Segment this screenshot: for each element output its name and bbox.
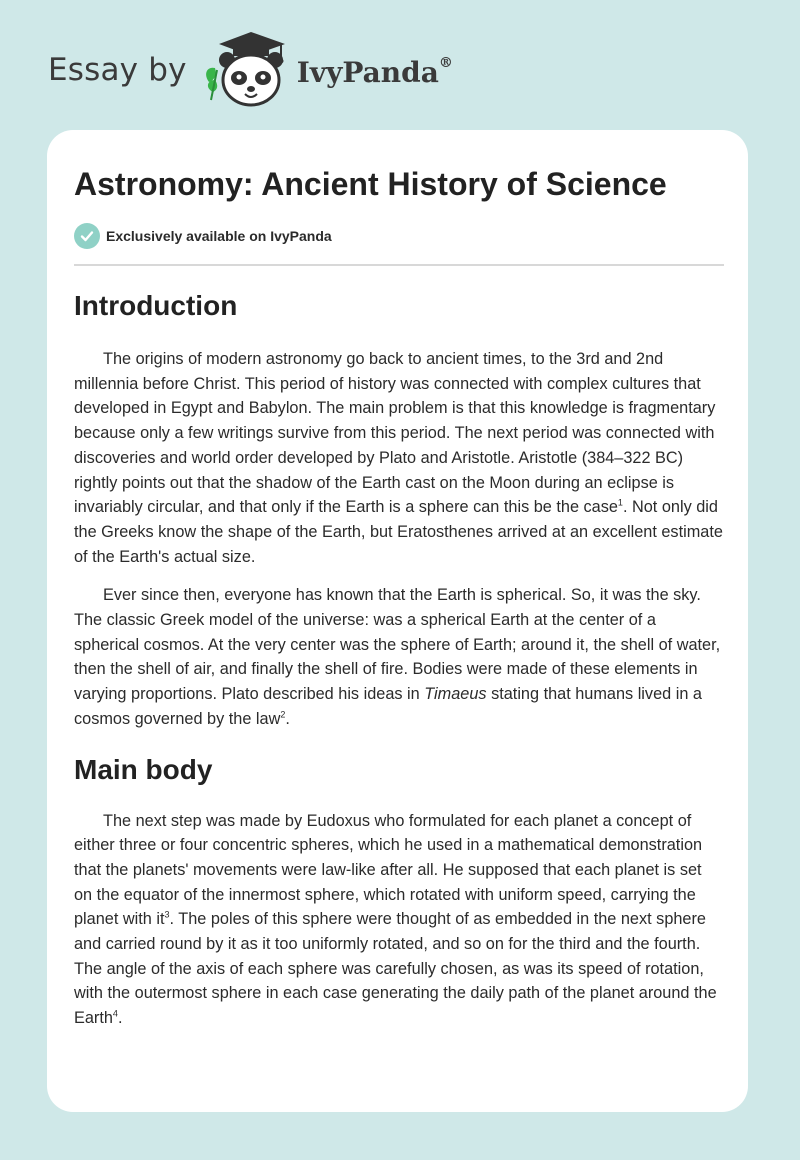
intro-paragraph-2 [74, 583, 724, 731]
check-icon [74, 223, 100, 249]
badge-label: Exclusively available on IvyPanda [106, 228, 332, 244]
section-heading-main-body: Main body [74, 753, 213, 785]
essay-card [47, 130, 748, 1112]
footnote-ref-4[interactable]: 4 [112, 1008, 118, 1019]
registered-mark: ® [438, 55, 453, 72]
title-divider [74, 264, 724, 266]
intro-paragraph-1 [74, 347, 724, 569]
main-p1-text: The next step was made by Eudoxus who formulated for each planet a concept of either three or four concentric spheres, which he used in a mathematical demonstration that the planets' movements were law-like after all. He supposed that each planet is set on the equator of the innermost sphere, which rotated with uniform speed, carrying the planet with it [74, 811, 703, 929]
intro-p2-mid: stating that humans lived in a cosmos governed by the law [74, 685, 702, 728]
site-header [48, 30, 453, 110]
main-paragraph-1 [74, 809, 724, 1031]
section-heading-introduction: Introduction [74, 290, 238, 321]
exclusive-badge [74, 222, 724, 250]
main-p1-tail: . [117, 1009, 123, 1028]
work-title-timaeus: Timaeus [424, 685, 487, 704]
footnote-ref-1[interactable]: 1 [617, 497, 623, 508]
footnote-ref-3[interactable]: 3 [164, 909, 170, 920]
intro-p2-text: Ever since then, everyone has known that the Earth is spherical. So, it was the sky. The classic Greek model of the universe: was a spherical Earth at the center of a spherical cosmos. At the very center was the sphere of Earth; around it, the shell of water, then the shell of air, and finally the shell of fire. Bodies were made of these elements in varying proportions. Plato described his ideas in [74, 586, 721, 704]
intro-p1-text: The origins of modern astronomy go back to ancient times, to the 3rd and 2nd millennia before Christ. This period of history was connected with complex cultures that developed in Egypt and Babylon. The main problem is that this knowledge is fragmentary because only a few writings survive from this period. The next period was connected with discoveries and world order developed by Plato and Aristotle. Aristotle (384–322 BC) rightly points out that the shadow of the Earth cast on the Moon during an eclipse is invariably circular, and that only if the Earth is a sphere can this be the case [74, 350, 716, 517]
essay-title: Astronomy: Ancient History of Science [74, 166, 667, 202]
footnote-ref-2[interactable]: 2 [280, 709, 286, 720]
intro-p2-tail: . [285, 709, 290, 728]
panda-logo-icon[interactable] [201, 30, 291, 110]
essay-content [74, 162, 724, 1031]
brand-name-text: IvyPanda [296, 55, 439, 89]
intro-p1-tail: . Not only did the Greeks know the shape of the Earth, but Eratosthenes arrived at an excellent estimate of the Earth's actual size. [74, 498, 723, 566]
brand-name[interactable] [297, 56, 453, 89]
main-p1-mid: . The poles of this sphere were thought of as embedded in the next sphere and carried round by it as it too uniformly rotated, and so on for the third and the fourth. The angle of the axis of each sphere was carefully chosen, as was its speed of rotation, with the outermost sphere in each case generating the daily path of the planet around the Earth [74, 910, 717, 1028]
essay-by-label: Essay by [48, 52, 187, 88]
